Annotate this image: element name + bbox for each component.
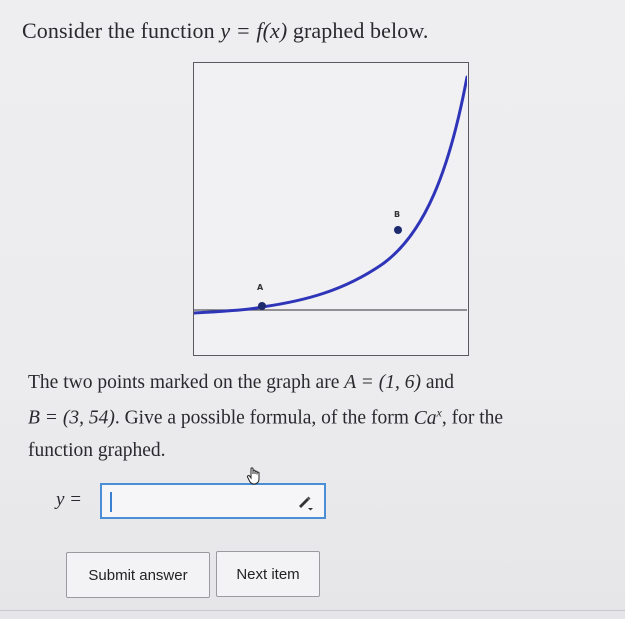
point-a-coords: A = (1, 6) — [344, 372, 421, 393]
hand-pointer-icon — [246, 466, 264, 493]
exponential-curve — [194, 77, 467, 313]
answer-lhs: y = — [56, 489, 83, 510]
paragraph-line-3: function graphed. — [28, 440, 166, 461]
form-base: Ca — [413, 407, 437, 429]
point-b-marker — [394, 226, 402, 234]
answer-input[interactable] — [100, 483, 326, 519]
paragraph-text: . Give a possible formula, of the form — [114, 407, 414, 429]
paragraph-line-1 — [28, 372, 454, 394]
paragraph-text: and — [420, 372, 454, 393]
point-b-coords: B = (3, 54) — [28, 407, 115, 429]
question-prompt — [22, 18, 429, 44]
function-expression: y = f(x) — [220, 18, 288, 43]
next-item-button[interactable]: Next item — [216, 551, 320, 597]
function-graph — [193, 62, 469, 356]
paragraph-text: The two points marked on the graph are — [28, 372, 345, 393]
graph-canvas — [194, 63, 467, 354]
point-a-marker — [258, 302, 266, 310]
text-caret — [110, 492, 112, 512]
point-b-label: B — [394, 210, 401, 219]
paragraph-text: , for the — [441, 407, 504, 429]
form-exponent: x — [436, 405, 442, 419]
question-prefix: Consider the function — [22, 18, 221, 43]
point-a-label: A — [257, 283, 264, 292]
question-suffix: graphed below. — [287, 18, 429, 43]
submit-answer-button[interactable]: Submit answer — [66, 552, 210, 598]
paragraph-line-2 — [28, 405, 503, 430]
bottom-divider — [0, 610, 625, 611]
pencil-icon[interactable] — [296, 493, 314, 516]
form-expression — [413, 405, 442, 429]
